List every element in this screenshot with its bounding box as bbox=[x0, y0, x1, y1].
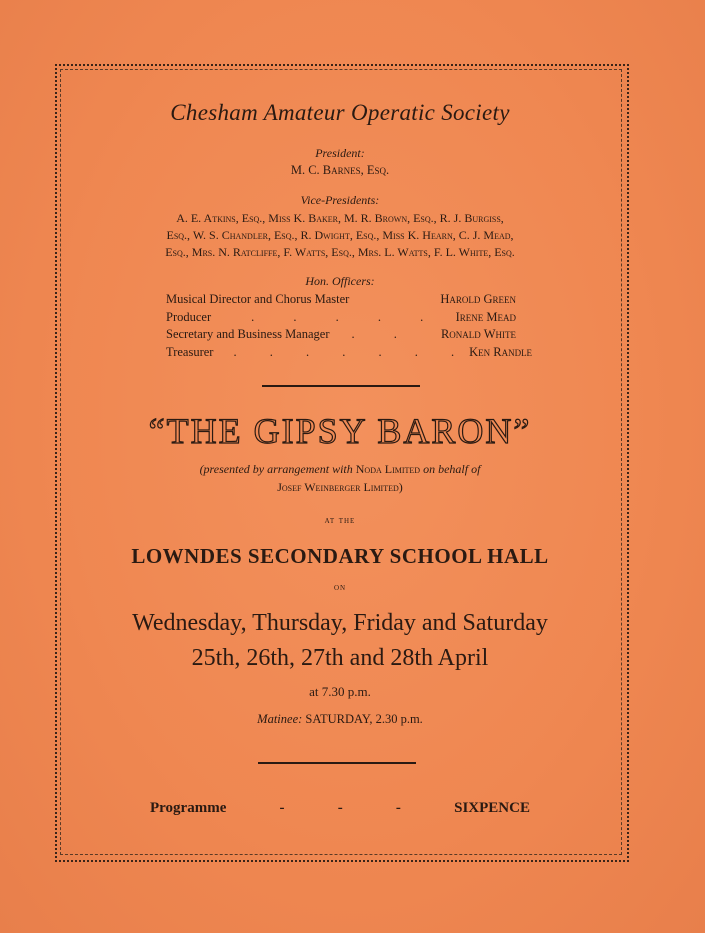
venue-name: LOWNDES SECONDARY SCHOOL HALL bbox=[131, 544, 549, 568]
matinee-info bbox=[60, 712, 620, 727]
arrangement-publisher: Josef Weinberger Limited) bbox=[277, 480, 403, 494]
matinee-label: Matinee: bbox=[257, 712, 303, 726]
performance-dates: 25th, 26th, 27th and 28th April bbox=[191, 645, 489, 671]
officer-role: Producer bbox=[166, 309, 212, 324]
officer-role: Treasurer bbox=[166, 344, 214, 359]
hon-officers-label: Hon. Officers: bbox=[305, 274, 375, 288]
vice-presidents-line: Esq., W. S. Chandler, Esq., R. Dwight, Esq., Miss K. Hearn, C. J. Mead, bbox=[166, 228, 514, 242]
president-name: M. C. Barnes, Esq. bbox=[290, 163, 390, 177]
president-label: President: bbox=[315, 146, 365, 160]
society-name: Chesham Amateur Operatic Society bbox=[170, 100, 510, 125]
officer-name: Harold Green bbox=[440, 292, 516, 306]
hon-officers-list bbox=[166, 291, 533, 361]
officer-role: Secretary and Business Manager bbox=[166, 327, 330, 341]
officer-row bbox=[166, 291, 516, 309]
divider-rule bbox=[262, 385, 420, 387]
officer-role: Musical Director and Chorus Master bbox=[166, 292, 350, 306]
vice-presidents-label: Vice-Presidents: bbox=[300, 193, 380, 207]
arrangement-noda: Noda Limited bbox=[355, 462, 421, 476]
leader-dash: - bbox=[395, 800, 401, 816]
arrangement-note bbox=[60, 460, 620, 496]
officer-name: Irene Mead bbox=[455, 309, 516, 324]
on-label: on bbox=[333, 582, 347, 593]
leader-dots: . . . . . bbox=[251, 309, 442, 324]
officer-row bbox=[166, 344, 533, 362]
arrangement-suffix: on behalf of bbox=[423, 462, 481, 476]
officer-name: Ken Randle bbox=[469, 344, 533, 359]
programme-label: Programme bbox=[150, 800, 227, 816]
divider-rule bbox=[258, 762, 416, 764]
show-title-text: “THE GIPSY BARON” bbox=[148, 411, 532, 451]
leader-dots: . . bbox=[351, 327, 415, 341]
officer-name: Ronald White bbox=[440, 327, 516, 341]
vice-presidents-list bbox=[60, 210, 620, 261]
matinee-value: SATURDAY, 2.30 p.m. bbox=[305, 712, 423, 726]
performance-days: Wednesday, Thursday, Friday and Saturday bbox=[132, 610, 548, 636]
programme-price: SIXPENCE bbox=[454, 800, 530, 816]
programme-price-row bbox=[150, 800, 530, 817]
leader-dash: - bbox=[337, 800, 343, 816]
officer-row bbox=[166, 326, 516, 344]
arrangement-prefix: (presented by arrangement with bbox=[199, 462, 353, 476]
show-title bbox=[60, 410, 620, 452]
leader-dash: - bbox=[279, 800, 285, 816]
leader-dots: . . . . . . . bbox=[233, 344, 470, 359]
vice-presidents-line: A. E. Atkins, Esq., Miss K. Baker, M. R. Brown, Esq., R. J. Burgiss, bbox=[176, 211, 504, 225]
performance-time: at 7.30 p.m. bbox=[309, 684, 371, 699]
at-the-label: at the bbox=[324, 515, 356, 526]
officer-row bbox=[166, 309, 516, 327]
vice-presidents-line: Esq., Mrs. N. Ratcliffe, F. Watts, Esq., Mrs. L. Watts, F. L. White, Esq. bbox=[165, 245, 515, 259]
